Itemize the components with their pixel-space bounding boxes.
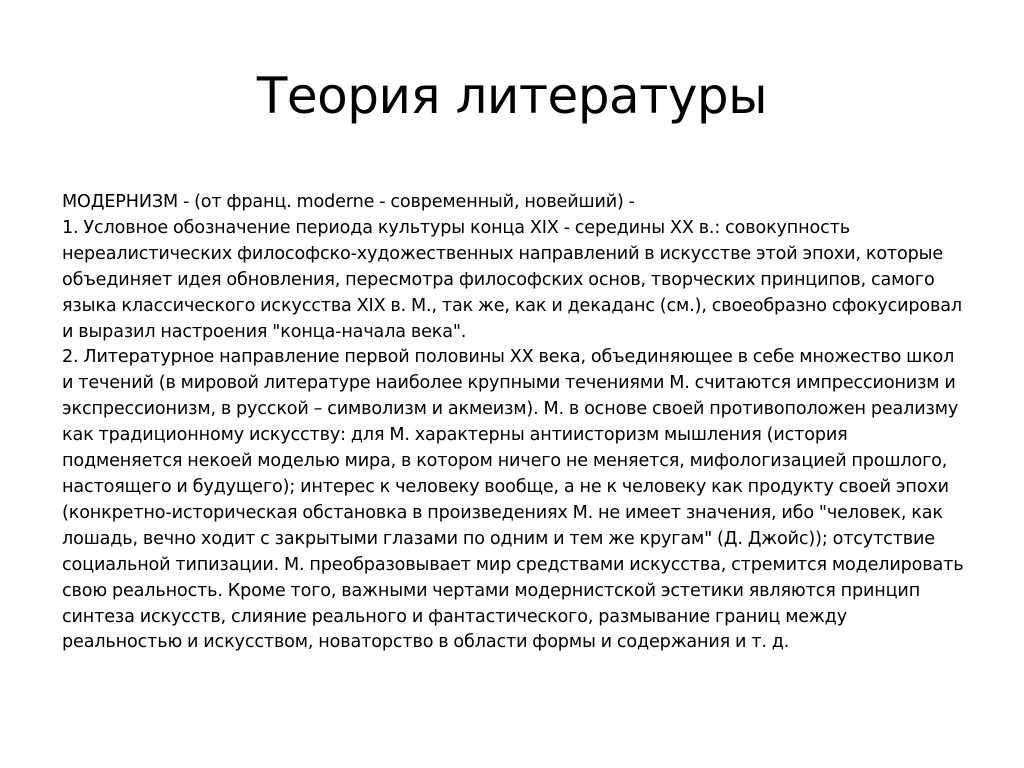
body-paragraph-meaning-2: 2. Литературное направление первой половины XX века, объединяющее в себе множество школ и течений (в мировой литературе наиболее крупными течениями М. считаются импрессионизм и экспрессионизм, в русской – символизм и акмеизм). М. в основе своей противоположен реализму как традиционному искусству: для М. характерны антиисторизм мышления (история подменяется некоей моделью мира, в котором ничего не меняется, мифологизацией прошлого, настоящего и будущего); интерес к человеку вообще, а не к человеку как продукту своей эпохи (конкретно-историческая обстановка в произведениях М. не имеет значения, ибо "человек, как лошадь, вечно ходит с закрытыми глазами по одним и тем же кругам" (Д. Джойс)); отсутствие социальной типизации. М. преобразовывает мир средствами искусства, стремится моделировать свою реальность. Кроме того, важными чертами модернистской эстетики являются принцип синтеза искусств, слияние реального и фантастического, размывание границ между реальностью и искусством, новаторство в области формы и содержания и т. д. xyxy=(62,347,964,653)
slide-body xyxy=(62,190,968,656)
body-paragraph-definition-heading: МОДЕРНИЗМ - (от франц. moderne - современный, новейший) - xyxy=(62,192,635,212)
slide-title: Теория литературы xyxy=(256,67,768,125)
body-paragraph-meaning-1: 1. Условное обозначение периода культуры конца XIX - середины XX в.: совокупность нереалистических философско-художественных направлений в искусстве этой эпохи, которые объединяет идея обновления, пересмотра философских основ, творческих принципов, самого языка классического искусства XIX в. М., так же, как и декаданс (см.), своеобразно сфокусировал и выразил настроения "конца-начала века". xyxy=(62,217,962,342)
